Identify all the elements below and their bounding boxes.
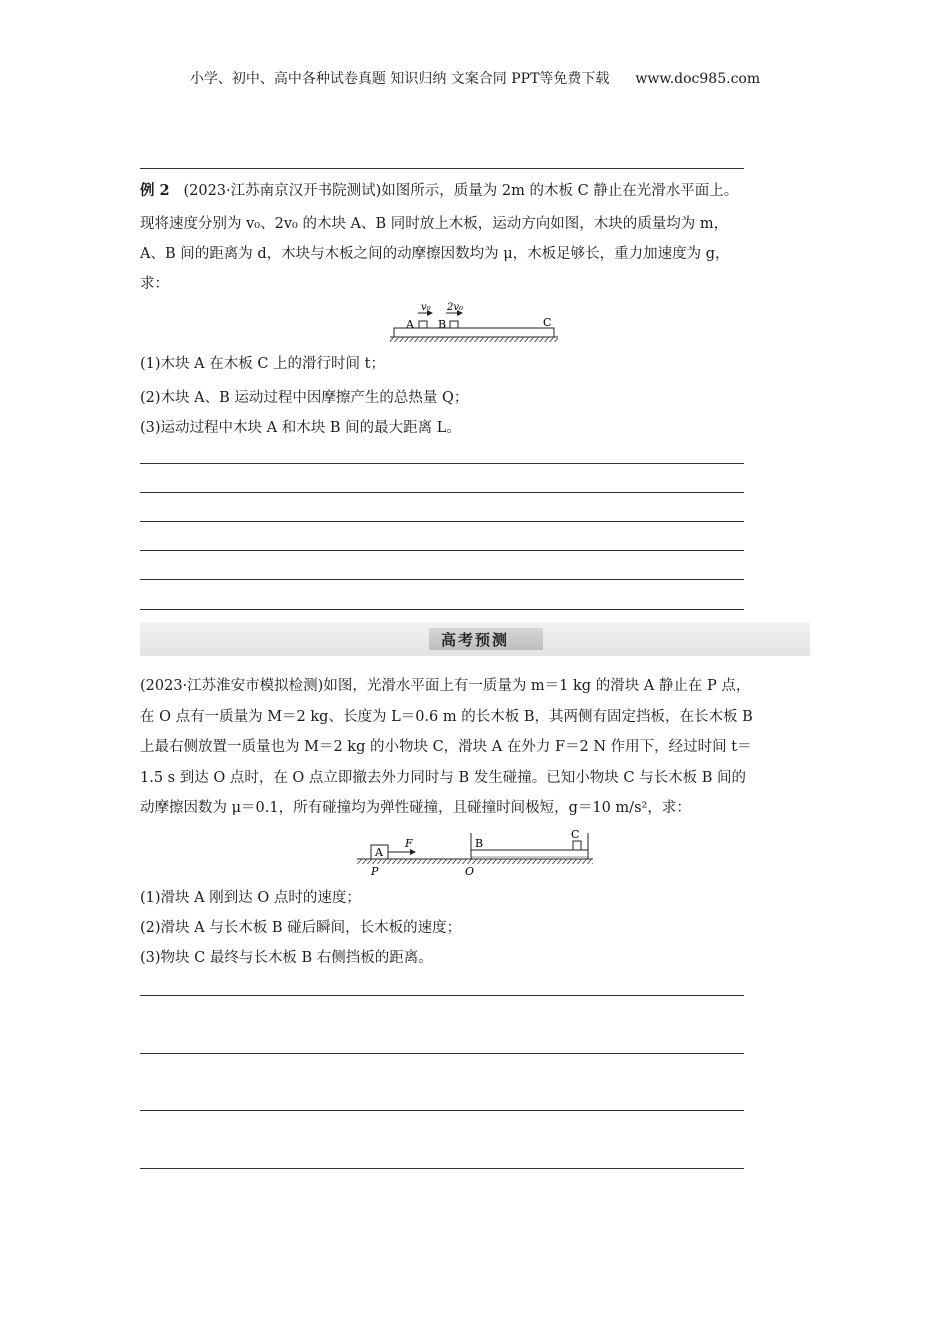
prediction-line4: 1.5 s 到达 O 点时，在 O 点立即撤去外力同时与 B 发生碰撞。已知小物块 C 与长木板 B 间的 [140, 770, 746, 786]
prediction-line2: 在 O 点有一质量为 M＝2 kg、长度为 L＝0.6 m 的长木板 B，其两侧有固定挡板，在长木板 B [140, 709, 753, 725]
example2-q2: (2)木块 A、B 运动过程中因摩擦产生的总热量 Q； [140, 390, 469, 406]
answer-line [140, 168, 744, 169]
example2-figure [388, 296, 563, 348]
block-b [450, 321, 458, 328]
section-banner [140, 622, 810, 656]
example2-line2: 现将速度分别为 v₀、2v₀ 的木块 A、B 同时放上木板，运动方向如图，木块的质量均为 m， [140, 216, 729, 232]
label-o: O [465, 865, 475, 878]
page-header [0, 68, 950, 88]
label-b: B [438, 318, 447, 331]
answer-line [140, 609, 744, 610]
example2-line4: 求： [140, 276, 169, 292]
example-text: 如图所示，质量为 2m 的木板 C 静止在光滑水平面上。 [381, 183, 739, 199]
example2-q3: (3)运动过程中木块 A 和木块 B 间的最大距离 L。 [140, 420, 461, 436]
board-c [394, 328, 554, 337]
header-site: www.doc985.com [635, 71, 761, 87]
answer-line [140, 521, 744, 522]
label-p: P [371, 865, 379, 878]
label-a: A [375, 846, 383, 859]
answer-line [140, 492, 744, 493]
prediction-line5: 动摩擦因数为 μ＝0.1，所有碰撞均为弹性碰撞，且碰撞时间极短，g＝10 m/s²，求： [140, 800, 691, 816]
example-source: (2023·江苏南京汉开书院测试) [183, 183, 382, 199]
prediction-line3: 上最右侧放置一质量也为 M＝2 kg 的小物块 C，滑块 A 在外力 F＝2 N 作用下，经过时间 t＝ [140, 739, 752, 755]
example2-q1: (1)木块 A 在木板 C 上的滑行时间 t； [140, 356, 385, 372]
label-f: F [405, 837, 413, 850]
block-c [573, 841, 581, 850]
answer-line [140, 463, 744, 464]
example-label: 例 2 [140, 182, 170, 199]
label-c: C [543, 316, 552, 329]
ground-hatch [357, 859, 593, 864]
label-va: v₀ [421, 302, 431, 313]
answer-line [140, 550, 744, 551]
label-a: A [406, 318, 414, 331]
label-vb: 2v₀ [447, 302, 464, 313]
section-title: 高考预测 [440, 631, 509, 649]
prediction-q1: (1)滑块 A 刚到达 O 点时的速度； [140, 890, 361, 906]
example2-line1 [140, 176, 810, 206]
header-text: 小学、初中、高中各种试卷真题 知识归纳 文案合同 PPT等免费下载 [189, 71, 610, 87]
prediction-source: (2023·江苏淮安市模拟检测) [140, 678, 324, 694]
prediction-q2: (2)滑块 A 与长木板 B 碰后瞬间，长木板的速度； [140, 920, 462, 936]
example2-line3: A、B 间的距离为 d，木块与木板之间的动摩擦因数均为 μ，木板足够长，重力加速度为 g， [140, 246, 730, 262]
answer-line [140, 1053, 744, 1054]
answer-line [140, 1168, 744, 1169]
prediction-figure [355, 825, 600, 880]
answer-line [140, 1110, 744, 1111]
prediction-q3: (3)物块 C 最终与长木板 B 右侧挡板的距离。 [140, 950, 433, 966]
answer-line [140, 995, 744, 996]
prediction-line1 [140, 672, 810, 701]
answer-line [140, 579, 744, 580]
prediction-text: 如图，光滑水平面上有一质量为 m＝1 kg 的滑块 A 静止在 P 点， [323, 678, 751, 694]
block-a [419, 321, 427, 328]
ground-hatch [390, 337, 558, 342]
label-c: C [571, 828, 580, 841]
label-b: B [475, 837, 484, 850]
